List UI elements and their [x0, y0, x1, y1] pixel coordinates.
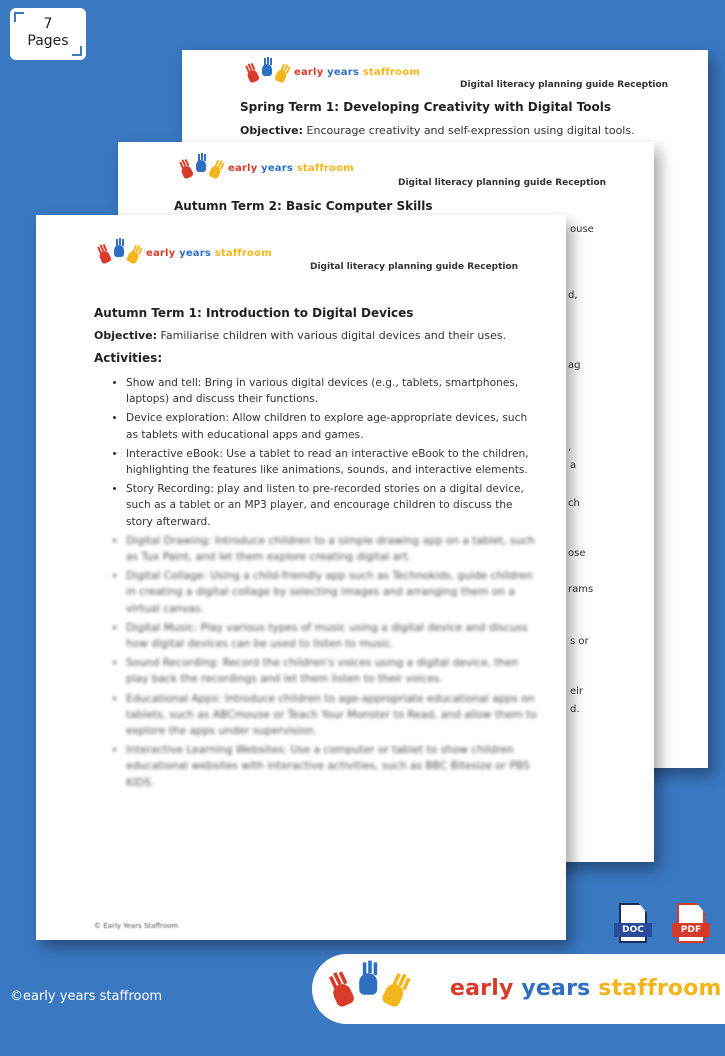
- guide-title: Digital literacy planning guide Reception: [460, 80, 669, 90]
- objective-label: Objective:: [94, 329, 158, 342]
- edge-fragment: a: [570, 460, 577, 471]
- sheet-logo: [248, 60, 420, 84]
- pdf-label: PDF: [672, 923, 710, 937]
- page-content: [94, 306, 564, 794]
- activities-heading: Activities:: [94, 351, 163, 365]
- edge-fragment: ose: [568, 548, 586, 559]
- objective-text: Familiarise children with various digital devices and their uses.: [160, 329, 507, 342]
- doc-file-icon[interactable]: [614, 903, 652, 945]
- guide-title: Digital literacy planning guide Reception: [398, 178, 607, 188]
- sheet-logo: [100, 241, 272, 265]
- pdf-file-icon[interactable]: [672, 903, 710, 945]
- edge-fragment: s or: [570, 636, 589, 647]
- logo-wordmark: early years staffroom: [294, 66, 420, 78]
- list-item: • Interactive Learning Websites: Use a computer or tablet to show children educational websites with interactive activities, such as BBC Bitesize or PBS KIDS.: [126, 742, 538, 791]
- brand-logo: [334, 966, 722, 1016]
- logo-wordmark: early years staffroom: [146, 247, 272, 259]
- edge-fragment: rams: [568, 584, 594, 595]
- page-footer: © Early Years Staffroom: [94, 922, 179, 930]
- badge-corner-bottom: [72, 46, 82, 56]
- objective: [240, 124, 635, 137]
- edge-fragment: ouse: [570, 224, 594, 235]
- term-title: Autumn Term 2: Basic Computer Skills: [174, 199, 433, 213]
- logo-wordmark: early years staffroom: [228, 162, 354, 174]
- hands-logo-icon: [248, 60, 288, 84]
- guide-title: Digital literacy planning guide Reception: [310, 262, 519, 272]
- badge-corner-top: [14, 12, 24, 22]
- edge-fragment: ag: [568, 360, 581, 371]
- term-title: Autumn Term 1: Introduction to Digital Devices: [94, 306, 414, 320]
- preview-page-1: [36, 215, 566, 940]
- edge-fragment: eir: [570, 686, 584, 697]
- objective: [94, 329, 564, 342]
- brand-banner: [312, 954, 725, 1024]
- list-item: • Digital Music: Play various types of music using a digital device and discuss how digital devices can be used to listen to music.: [126, 620, 538, 652]
- list-item: • Sound Recording: Record the children's voices using a digital device, then play back the recordings and let them listen to their voices.: [126, 655, 538, 687]
- page-count-badge: [10, 8, 86, 60]
- brand-wordmark: early years staffroom: [450, 976, 722, 1001]
- edge-fragment: d,: [568, 290, 578, 301]
- sheet-logo: [182, 156, 354, 180]
- hands-logo-icon: [100, 241, 140, 265]
- objective-label: Objective:: [240, 124, 304, 137]
- copyright-text: ©early years staffroom: [10, 989, 163, 1004]
- list-item: • Interactive eBook: Use a tablet to read an interactive eBook to the children, highlighting the features like animations, sounds, and interactive elements.: [126, 446, 538, 478]
- activities-list: [94, 375, 538, 791]
- list-item: • Digital Collage: Using a child-friendly app such as Technokids, guide children in creating a digital collage by selecting images and arranging them on a virtual canvas.: [126, 568, 538, 617]
- list-item: • Story Recording: play and listen to pre-recorded stories on a digital device, such as a tablet or an MP3 player, and encourage children to discuss the story afterward.: [126, 481, 538, 530]
- list-item: • Educational Apps: Introduce children to age-appropriate educational apps on tablets, such as ABCmouse or Teach Your Monster to Read, and allow them to explore the apps under supervision.: [126, 691, 538, 740]
- list-item: • Digital Drawing: Introduce children to a simple drawing app on a tablet, such as Tux Paint, and let them explore creating digital art.: [126, 533, 538, 565]
- list-item: • Device exploration: Allow children to explore age-appropriate devices, such as tablets with educational apps and games.: [126, 410, 538, 442]
- objective-text: Encourage creativity and self-expression using digital tools.: [306, 124, 635, 137]
- page-count-number: 7: [43, 16, 53, 32]
- edge-fragment: d.: [570, 704, 580, 715]
- hands-logo-icon: [182, 156, 222, 180]
- edge-fragment: ,: [568, 442, 572, 453]
- doc-label: DOC: [614, 923, 652, 937]
- edge-fragment: ch: [568, 498, 580, 509]
- page-count-label: Pages: [27, 33, 69, 49]
- list-item: • Show and tell: Bring in various digital devices (e.g., tablets, smartphones, laptops) and discuss their functions.: [126, 375, 538, 407]
- term-title: Spring Term 1: Developing Creativity with Digital Tools: [240, 100, 612, 114]
